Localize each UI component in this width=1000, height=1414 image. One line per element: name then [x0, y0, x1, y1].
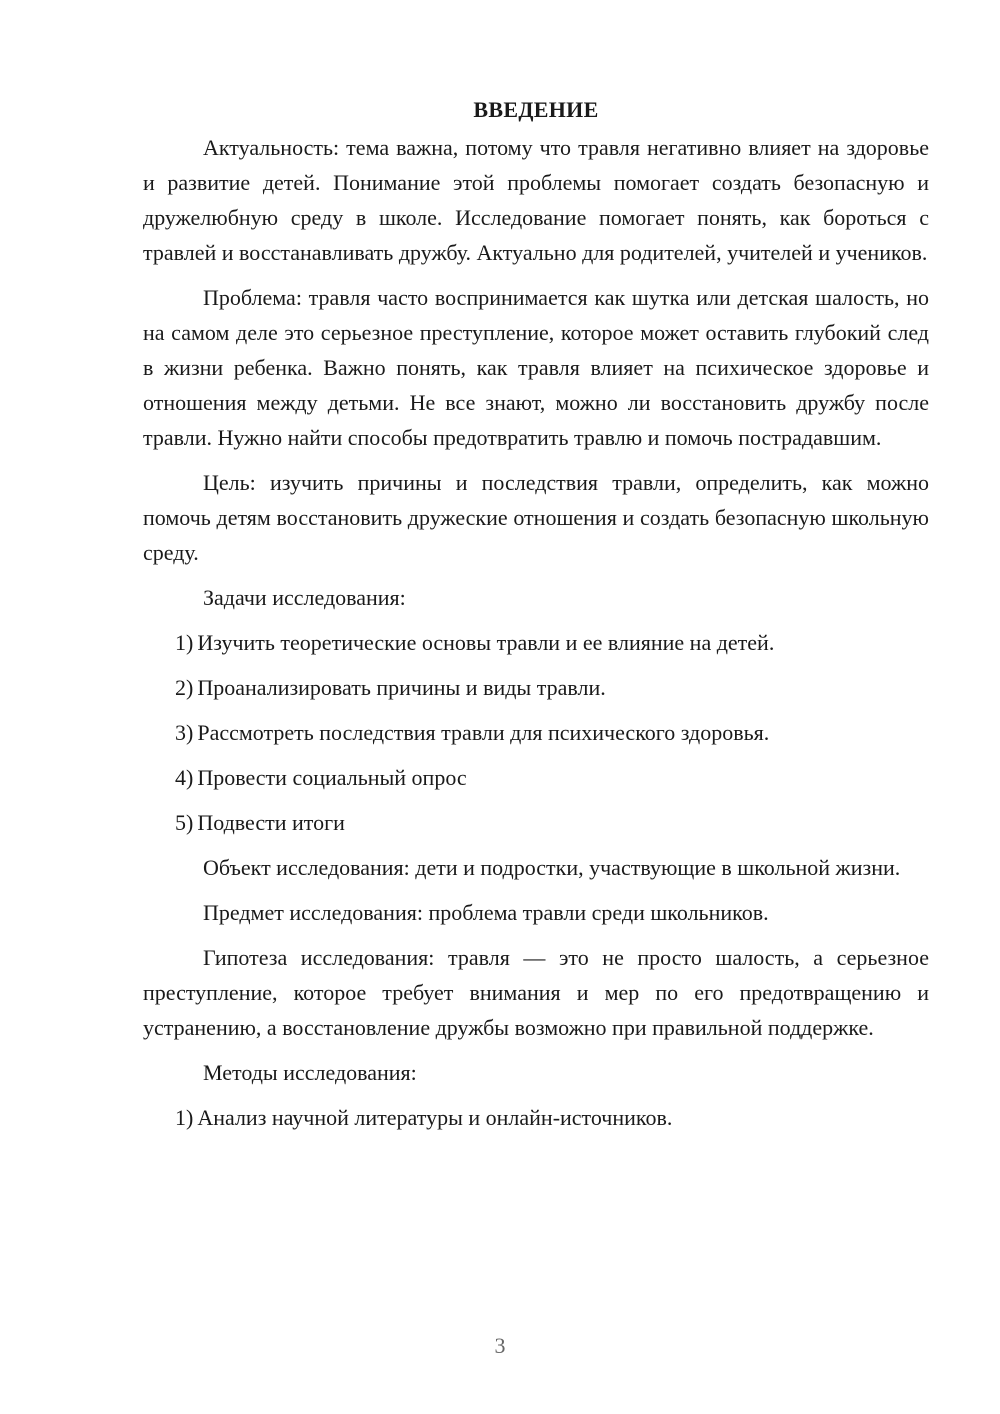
- list-item: [143, 1100, 929, 1135]
- list-item: [143, 670, 929, 705]
- document-page: [143, 92, 929, 1145]
- list-item-number: 2): [175, 675, 194, 700]
- list-item-text: Провести социальный опрос: [197, 765, 467, 790]
- list-item-number: 5): [175, 810, 194, 835]
- object-paragraph: Объект исследования: дети и подростки, участвующие в школьной жизни.: [203, 855, 901, 880]
- methods-label: Методы исследования:: [203, 1060, 417, 1085]
- methods-list: [143, 1100, 929, 1135]
- list-item: [143, 715, 929, 750]
- list-item-number: 1): [175, 630, 194, 655]
- list-item-text: Проанализировать причины и виды травли.: [197, 675, 606, 700]
- list-item-text: Рассмотреть последствия травли для психического здоровья.: [197, 720, 770, 745]
- list-item: [143, 805, 929, 840]
- hypothesis-paragraph: Гипотеза исследования: травля — это не просто шалость, а серьезное преступление, которое требует внимания и мер по его предотвращению и устранению, а восстановление дружбы возможно при правильной поддержке.: [143, 945, 929, 1040]
- section-heading: ВВЕДЕНИЕ: [473, 97, 599, 122]
- list-item: [143, 625, 929, 660]
- list-item-text: Подвести итоги: [197, 810, 345, 835]
- subject-paragraph: Предмет исследования: проблема травли среди школьников.: [203, 900, 769, 925]
- tasks-list: [143, 625, 929, 840]
- list-item-number: 4): [175, 765, 194, 790]
- relevance-paragraph: Актуальность: тема важна, потому что травля негативно влияет на здоровье и развитие детей. Понимание этой проблемы помогает создать безопасную и дружелюбную среду в школе. Исследование помогает понять, как бороться с травлей и восстанавливать дружбу. Актуально для родителей, учителей и учеников.: [143, 135, 929, 265]
- list-item: [143, 760, 929, 795]
- tasks-label: Задачи исследования:: [203, 585, 406, 610]
- goal-paragraph: Цель: изучить причины и последствия травли, определить, как можно помочь детям восстановить дружеские отношения и создать безопасную школьную среду.: [143, 470, 929, 565]
- list-item-number: 3): [175, 720, 194, 745]
- list-item-text: Изучить теоретические основы травли и ее влияние на детей.: [197, 630, 775, 655]
- list-item-number: 1): [175, 1105, 194, 1130]
- problem-paragraph: Проблема: травля часто воспринимается как шутка или детская шалость, но на самом деле это серьезное преступление, которое может оставить глубокий след в жизни ребенка. Важно понять, как травля влияет на психическое здоровье и отношения между детьми. Не все знают, можно ли восстановить дружбу после травли. Нужно найти способы предотвратить травлю и помочь пострадавшим.: [143, 285, 929, 450]
- list-item-text: Анализ научной литературы и онлайн-источников.: [197, 1105, 673, 1130]
- page-number: 3: [494, 1333, 506, 1358]
